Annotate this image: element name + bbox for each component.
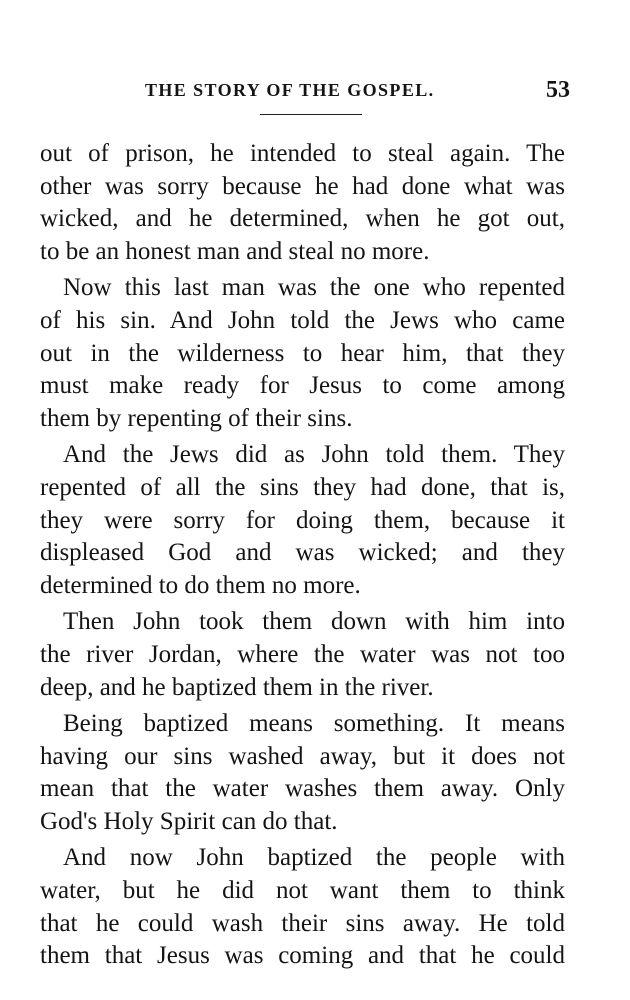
text-line: out of prison, he intended to steal again. The (40, 140, 565, 167)
text-line: Now this last man was the one who repented (63, 274, 565, 302)
paragraph (40, 606, 565, 704)
text-line: other was sorry because he had done what was (40, 172, 565, 200)
text-line: of his sin. And John told the Jews who came (40, 306, 565, 334)
text-line: must make ready for Jesus to come among (40, 372, 565, 400)
text-line: Being baptized means something. It means (63, 710, 565, 738)
text-line: displeased God and was wicked; and they (40, 539, 565, 567)
text-line: And the Jews did as John told them. They (63, 441, 565, 469)
text-line: deep, and he baptized them in the river. (40, 673, 434, 701)
paragraph (40, 708, 565, 838)
text-line: wicked, and he determined, when he got out, (40, 205, 565, 233)
text-line: mean that the water washes them away. Only (40, 775, 565, 803)
text-line: God's Holy Spirit can do that. (40, 807, 338, 835)
text-line: out in the wilderness to hear him, that they (40, 339, 565, 367)
paragraph (40, 842, 565, 972)
paragraph (40, 272, 565, 435)
running-title: THE STORY OF THE GOSPEL. (145, 80, 435, 100)
header-rule (260, 114, 362, 115)
text-line: Then John took them down with him into (63, 608, 565, 636)
text-line: them by repenting of their sins. (40, 404, 353, 432)
text-line: And now John baptized the people with (63, 844, 565, 872)
text-line: determined to do them no more. (40, 571, 361, 599)
body-text (40, 138, 565, 973)
text-line: the river Jordan, where the water was not too (40, 640, 565, 668)
text-line: having our sins washed away, but it does not (40, 742, 565, 770)
text-line: to be an honest man and steal no more. (40, 237, 430, 265)
page-number: 53 (546, 77, 570, 103)
text-line: repented of all the sins they had done, that is, (40, 473, 565, 501)
text-line: them that Jesus was coming and that he could (40, 942, 565, 970)
text-line: they were sorry for doing them, because it (40, 506, 565, 534)
text-line: that he could wash their sins away. He told (40, 909, 565, 937)
paragraph (40, 439, 565, 602)
running-head (40, 77, 570, 110)
paragraph (40, 138, 565, 268)
text-line: water, but he did not want them to think (40, 877, 565, 905)
